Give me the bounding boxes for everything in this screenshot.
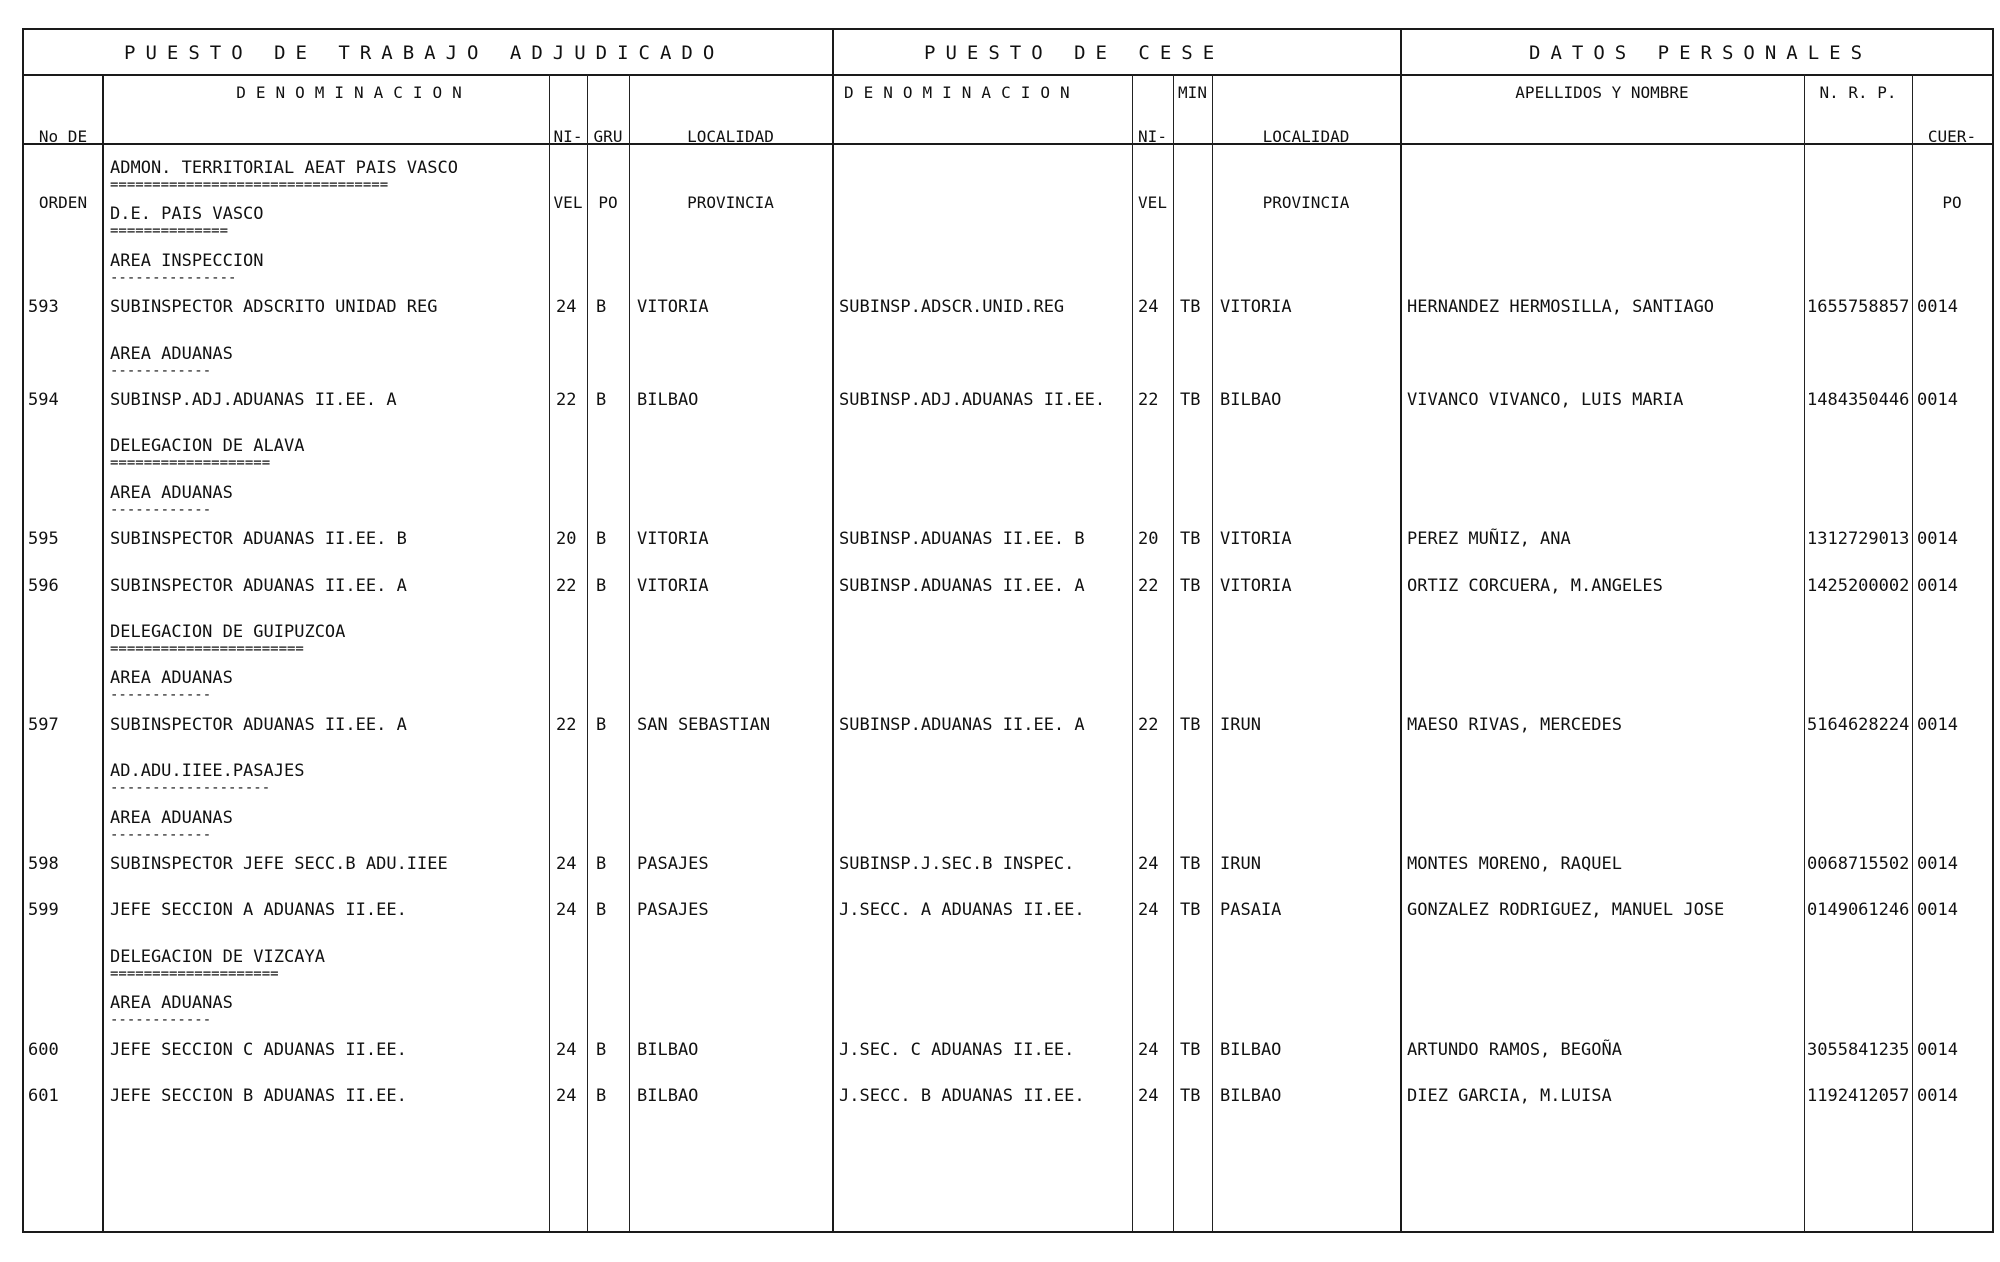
cell-nivel-cese: 24 [1138,900,1159,921]
section-heading: D.E. PAIS VASCO [110,204,264,225]
section-heading: AREA ADUANAS [110,807,233,828]
cell-nivel-cese: 24 [1138,1086,1159,1106]
cell-cuerpo: 0014 [1917,900,1958,921]
cell-localidad-cese: IRUN [1220,714,1261,735]
section-title-personales: DATOS PERSONALES [1529,42,1873,64]
cell-localidad-cese: PASAIA [1220,900,1282,921]
cell-nrp: 3055841235 [1807,1039,1910,1060]
cell-orden: 598 [28,854,59,874]
cell-nivel: 24 [556,1086,577,1106]
cell-min: TB [1180,529,1201,550]
cell-nivel: 20 [556,529,577,550]
section-heading: AREA INSPECCION [110,250,264,271]
col-header-nombre: APELLIDOS Y NOMBRE [1515,83,1689,102]
cell-grupo: B [596,575,607,596]
cell-grupo: B [596,297,607,318]
cell-orden: 595 [28,529,59,550]
col-header-localidad-cese-line1: LOCALIDAD [1262,127,1350,146]
col-header-grupo-line1: GRU [593,127,623,146]
cell-nrp: 1312729013 [1807,529,1910,550]
cell-denominacion: SUBINSPECTOR ADUANAS II.EE. B [110,529,407,550]
heading-underline: ======================= [110,641,304,657]
cell-min: TB [1180,900,1201,921]
cell-nombre: MONTES MORENO, RAQUEL [1407,854,1622,874]
heading-underline: ------------ [110,501,212,518]
cell-nombre: MAESO RIVAS, MERCEDES [1407,714,1622,735]
col-header-nivel-cese-line2: VEL [1138,193,1167,212]
col-header-cuerpo-line2: PO [1942,193,1962,212]
cell-min: TB [1180,297,1201,318]
cell-nivel-cese: 22 [1138,575,1159,596]
heading-underline: ==================== [110,965,279,982]
cell-grupo: B [596,1039,607,1060]
cell-localidad: BILBAO [637,390,699,410]
cell-cuerpo: 0014 [1917,390,1958,410]
cell-nivel-cese: 24 [1138,297,1159,318]
heading-underline: ------------------- [110,780,271,797]
col-header-localidad-cese-line2: PROVINCIA [1262,193,1350,212]
section-title-adjudicado: PUESTO DE TRABAJO ADJUDICADO [124,42,725,64]
col-header-cuerpo [1912,82,1992,258]
cell-denominacion-cese: SUBINSP.J.SEC.B INSPEC. [839,854,1075,874]
cell-localidad-cese: BILBAO [1220,1039,1282,1060]
col-header-orden-line2: ORDEN [38,193,88,212]
column-divider [1173,74,1174,1231]
cell-grupo: B [596,900,607,921]
cell-min: TB [1180,575,1201,596]
cell-nivel-cese: 24 [1138,854,1159,874]
cell-nombre: GONZALEZ RODRIGUEZ, MANUEL JOSE [1407,900,1725,921]
col-header-localidad [629,82,832,258]
heading-underline: =================== [110,455,271,472]
col-header-nivel-cese [1132,82,1173,258]
cell-denominacion: JEFE SECCION A ADUANAS II.EE. [110,900,407,921]
cell-denominacion: JEFE SECCION B ADUANAS II.EE. [110,1086,407,1106]
cell-nrp: 0149061246 [1807,900,1910,921]
col-header-denominacion-cese: DENOMINACION [844,83,1080,102]
section-heading: AREA ADUANAS [110,668,233,689]
cell-min: TB [1180,1039,1201,1060]
col-header-localidad-cese [1212,82,1400,258]
cell-orden: 597 [28,714,59,735]
cell-grupo: B [596,1086,607,1106]
heading-underline: ------------ [110,687,212,704]
cell-nombre: VIVANCO VIVANCO, LUIS MARIA [1407,390,1684,410]
cell-orden: 596 [28,575,59,596]
cell-orden: 593 [28,297,59,318]
heading-underline: ------------ [110,1012,212,1029]
cell-denominacion-cese: SUBINSP.ADUANAS II.EE. A [839,575,1085,596]
section-heading: AREA ADUANAS [110,343,233,364]
cell-nrp: 1425200002 [1807,575,1910,596]
cell-localidad: BILBAO [637,1039,699,1060]
column-header-divider [24,143,1992,145]
cell-denominacion: SUBINSPECTOR ADUANAS II.EE. A [110,714,407,735]
cell-cuerpo: 0014 [1917,297,1958,318]
cell-orden: 599 [28,900,59,921]
column-divider [102,74,104,1231]
cell-cuerpo: 0014 [1917,529,1958,550]
cell-nombre: PEREZ MUÑIZ, ANA [1407,529,1571,550]
heading-underline: ------------ [110,826,212,843]
cell-localidad: VITORIA [637,297,709,318]
adjudication-table [22,28,1994,1233]
cell-nivel: 24 [556,900,577,921]
cell-denominacion-cese: SUBINSP.ADJ.ADUANAS II.EE. [839,390,1106,410]
cell-orden: 594 [28,390,59,410]
heading-underline: ------------ [110,362,212,379]
col-header-nivel-cese-line1: NI- [1138,127,1167,146]
col-header-localidad-line2: PROVINCIA [687,193,774,212]
cell-localidad-cese: BILBAO [1220,390,1282,410]
cell-min: TB [1180,854,1201,874]
section-heading: DELEGACION DE VIZCAYA [110,946,325,967]
col-header-min: MIN [1178,83,1207,102]
section-title-cese: PUESTO DE CESE [924,42,1225,64]
cell-localidad: BILBAO [637,1086,699,1106]
cell-nrp: 1484350446 [1807,390,1910,410]
cell-grupo: B [596,854,607,874]
cell-grupo: B [596,529,607,550]
section-heading: AREA ADUANAS [110,993,233,1014]
section-heading: AD.ADU.IIEE.PASAJES [110,761,305,782]
cell-nombre: DIEZ GARCIA, M.LUISA [1407,1086,1612,1106]
cell-min: TB [1180,1086,1201,1106]
cell-denominacion: SUBINSP.ADJ.ADUANAS II.EE. A [110,390,397,410]
cell-nivel: 22 [556,714,577,735]
cell-nivel-cese: 22 [1138,390,1159,410]
cell-nivel: 22 [556,575,577,596]
col-header-nivel-line2: VEL [553,193,583,212]
heading-underline: --------------- [110,269,237,286]
cell-localidad-cese: VITORIA [1220,575,1292,596]
heading-underline: ================================= [110,177,389,193]
cell-min: TB [1180,714,1201,735]
cell-denominacion-cese: SUBINSP.ADUANAS II.EE. B [839,529,1085,550]
cell-nrp: 1655758857 [1807,297,1910,318]
cell-nrp: 5164628224 [1807,714,1910,735]
cell-nombre: ORTIZ CORCUERA, M.ANGELES [1407,575,1663,596]
col-header-denominacion: DENOMINACION [236,83,472,102]
cell-localidad-cese: BILBAO [1220,1086,1282,1106]
cell-cuerpo: 0014 [1917,714,1958,735]
cell-orden: 601 [28,1086,59,1106]
section-heading: DELEGACION DE GUIPUZCOA [110,622,346,642]
cell-localidad: PASAJES [637,900,709,921]
cell-localidad-cese: IRUN [1220,854,1261,874]
cell-nrp: 0068715502 [1807,854,1910,874]
col-header-localidad-line1: LOCALIDAD [687,127,774,146]
section-header-divider [24,74,1992,76]
section-heading: DELEGACION DE ALAVA [110,436,305,457]
column-divider [1804,74,1805,1231]
cell-denominacion-cese: SUBINSP.ADUANAS II.EE. A [839,714,1085,735]
cell-nombre: HERNANDEZ HERMOSILLA, SANTIAGO [1407,297,1715,318]
cell-denominacion: SUBINSPECTOR ADSCRITO UNIDAD REG [110,297,438,318]
col-header-cuerpo-line1: CUER- [1927,127,1977,146]
heading-underline: ============== [110,223,229,240]
cell-denominacion: JEFE SECCION C ADUANAS II.EE. [110,1039,407,1060]
cell-denominacion: SUBINSPECTOR ADUANAS II.EE. A [110,575,407,596]
cell-nivel: 22 [556,390,577,410]
col-header-grupo-line2: PO [598,193,618,212]
section-heading: ADMON. TERRITORIAL AEAT PAIS VASCO [110,158,458,178]
cell-denominacion: SUBINSPECTOR JEFE SECC.B ADU.IIEE [110,854,448,874]
cell-cuerpo: 0014 [1917,575,1958,596]
cell-nrp: 1192412057 [1807,1086,1910,1106]
col-header-nrp: N. R. P. [1819,83,1897,102]
cell-denominacion-cese: J.SECC. A ADUANAS II.EE. [839,900,1085,921]
cell-nivel: 24 [556,297,577,318]
section-divider-cese [832,30,834,1231]
cell-localidad: VITORIA [637,529,709,550]
cell-nivel-cese: 20 [1138,529,1159,550]
col-header-orden-line1: No DE [38,127,88,146]
cell-denominacion-cese: J.SECC. B ADUANAS II.EE. [839,1086,1085,1106]
cell-localidad-cese: VITORIA [1220,297,1292,318]
cell-min: TB [1180,390,1201,410]
cell-cuerpo: 0014 [1917,1086,1958,1106]
cell-localidad: SAN SEBASTIAN [637,714,771,735]
cell-grupo: B [596,390,607,410]
cell-nivel: 24 [556,854,577,874]
col-header-orden [24,82,102,258]
cell-nivel: 24 [556,1039,577,1060]
cell-cuerpo: 0014 [1917,1039,1958,1060]
col-header-nivel [549,82,587,258]
cell-localidad: VITORIA [637,575,709,596]
cell-nombre: ARTUNDO RAMOS, BEGOÑA [1407,1039,1622,1060]
col-header-grupo [587,82,629,258]
section-divider-personales [1400,30,1402,1231]
cell-denominacion-cese: J.SEC. C ADUANAS II.EE. [839,1039,1075,1060]
section-heading: AREA ADUANAS [110,482,233,503]
cell-cuerpo: 0014 [1917,854,1958,874]
col-header-nivel-line1: NI- [553,127,583,146]
cell-localidad-cese: VITORIA [1220,529,1292,550]
cell-nivel-cese: 22 [1138,714,1159,735]
cell-grupo: B [596,714,607,735]
cell-orden: 600 [28,1039,59,1060]
cell-denominacion-cese: SUBINSP.ADSCR.UNID.REG [839,297,1065,318]
cell-nivel-cese: 24 [1138,1039,1159,1060]
cell-localidad: PASAJES [637,854,709,874]
